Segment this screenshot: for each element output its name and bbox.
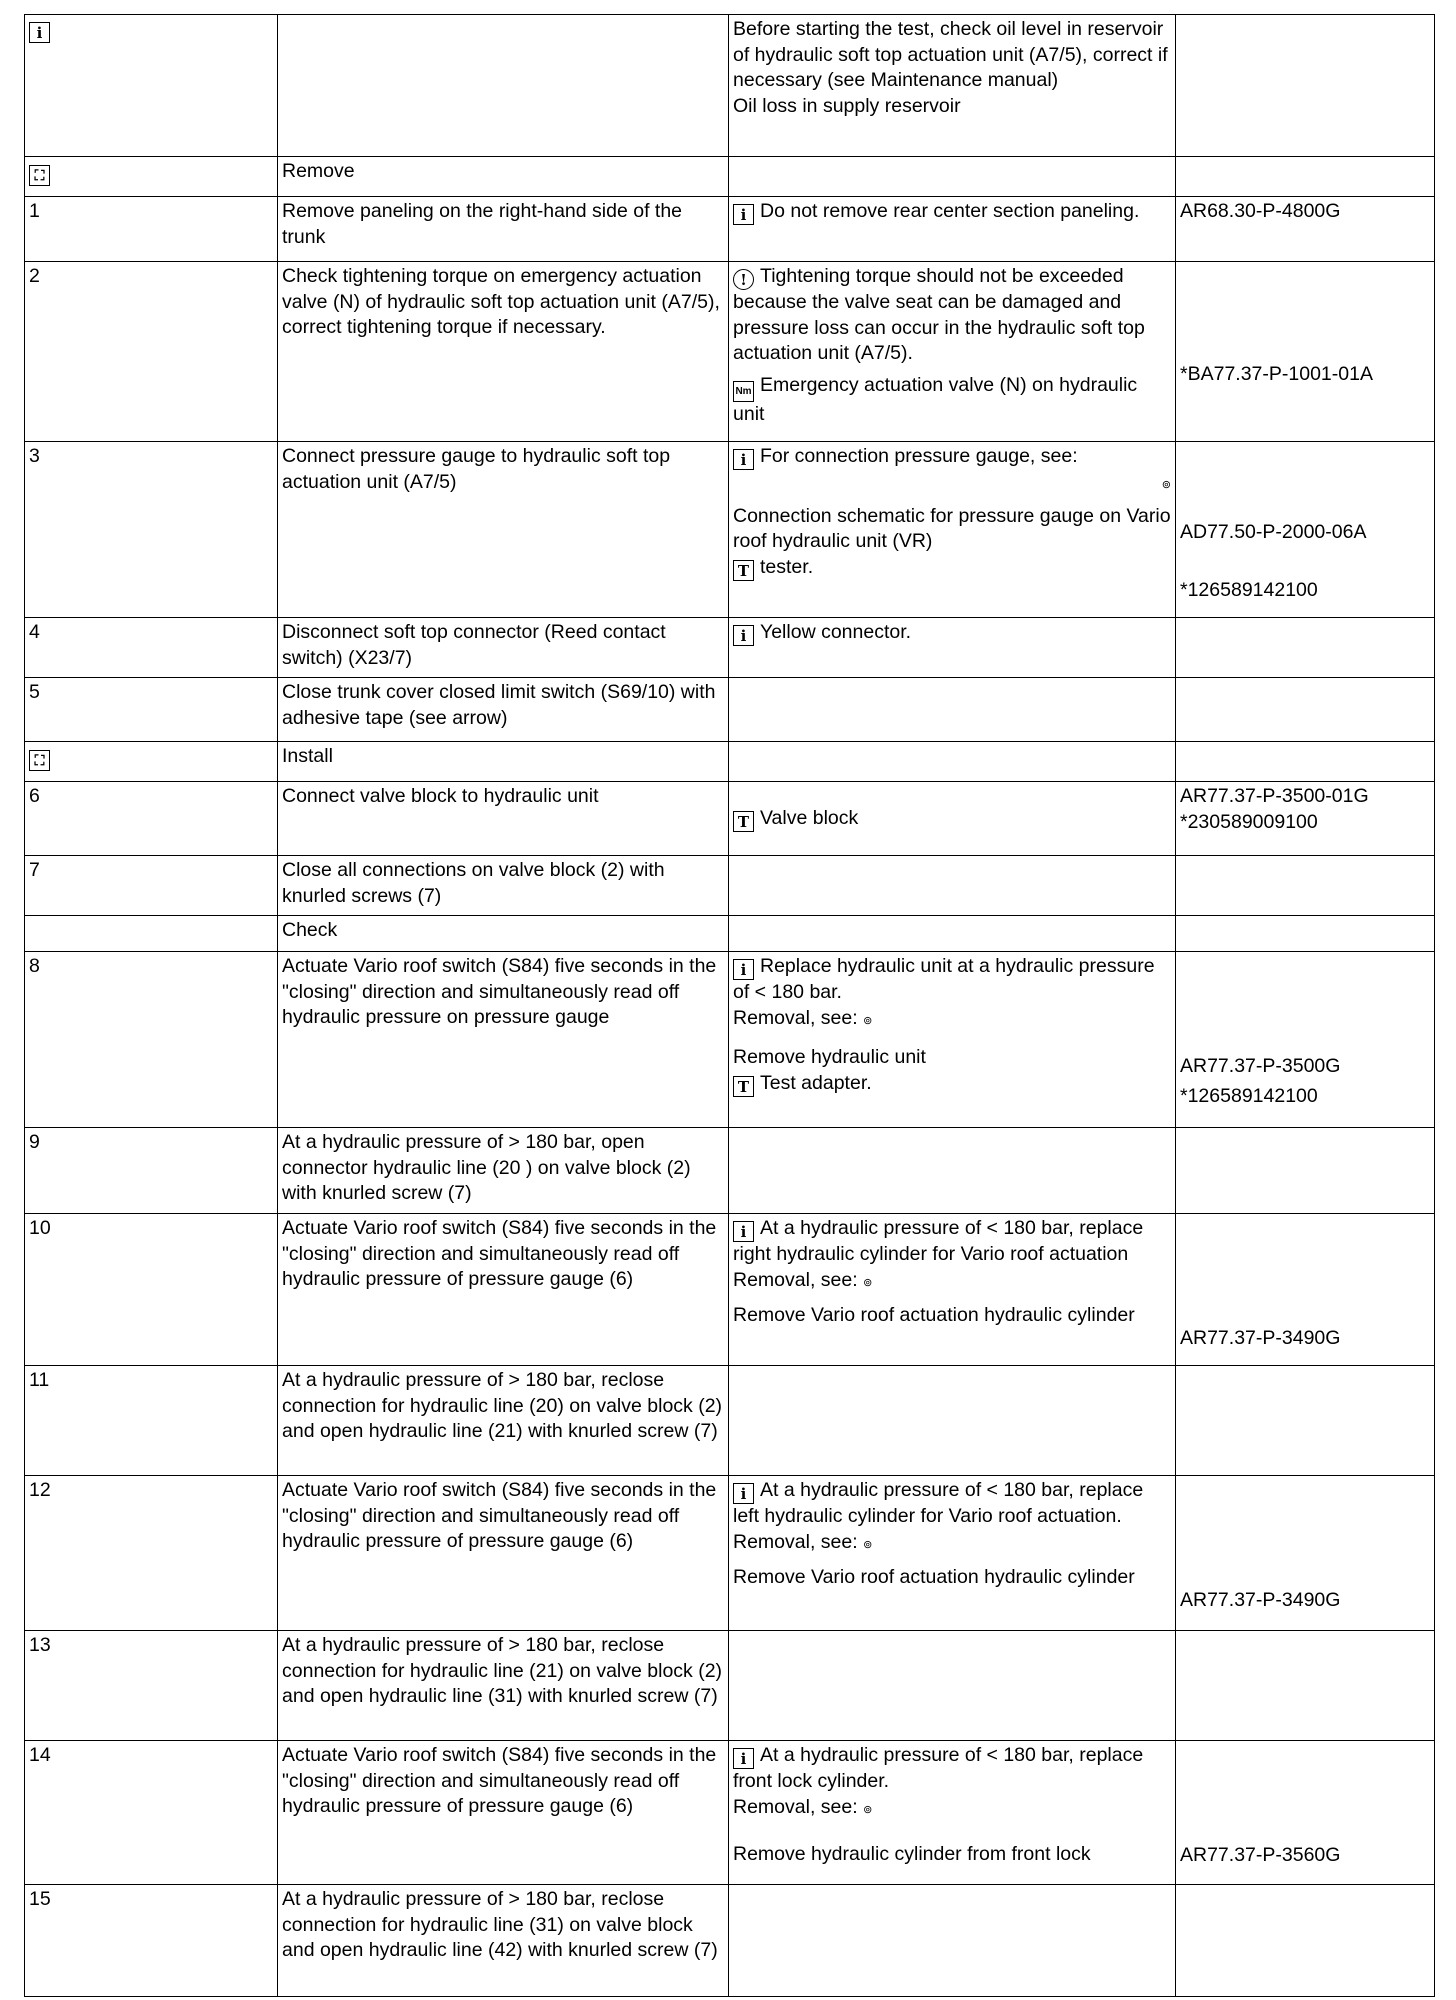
step-text: Actuate Vario roof switch (S84) five seconds in the "closing" direction and simultaneously read off hydraulic pressure of pressure gauge (6) (278, 1741, 729, 1885)
table-row (25, 678, 1435, 742)
info-icon: i (733, 1221, 754, 1242)
note-text: Removal, see: (733, 1006, 858, 1029)
procedure-table (24, 14, 1435, 1997)
step-text: Close all connections on valve block (2) with knurled screws (7) (278, 856, 729, 916)
reference-link[interactable]: AR68.30-P-4800G (1176, 197, 1435, 262)
step-number: 14 (25, 1741, 278, 1885)
link-icon[interactable]: ⊚ (863, 1538, 873, 1551)
note-text: Replace hydraulic unit at a hydraulic pressure of < 180 bar. (733, 955, 1155, 1003)
tool-number: *230589009100 (1180, 810, 1318, 833)
tool-icon: T (733, 1076, 754, 1097)
table-row (25, 618, 1435, 678)
table-row (25, 1476, 1435, 1631)
step-number: 6 (25, 782, 278, 856)
step-text: Disconnect soft top connector (Reed contact switch) (X23/7) (278, 618, 729, 678)
step-number: 7 (25, 856, 278, 916)
note-text: Yellow connector. (760, 621, 912, 643)
note-text: Test adapter. (760, 1072, 872, 1095)
table-row (25, 157, 1435, 197)
note-text: Tightening torque should not be exceeded because the valve seat can be damaged and pressure loss can occur in the hydraulic soft top actuation unit (A7/5). (733, 265, 1145, 365)
link-icon[interactable]: ⊚ (1161, 479, 1171, 491)
note-text: Remove Vario roof actuation hydraulic cylinder (733, 1304, 1135, 1327)
table-row (25, 15, 1435, 157)
note-text: At a hydraulic pressure of < 180 bar, replace left hydraulic cylinder for Vario roof actuation. (733, 1479, 1144, 1527)
info-icon: i (733, 449, 754, 470)
table-row (25, 1885, 1435, 1997)
info-icon: i (733, 1748, 754, 1769)
section-remove: Remove (278, 157, 729, 197)
note-text: Connection schematic for pressure gauge on Vario roof hydraulic unit (VR) (733, 504, 1171, 553)
info-icon: i (733, 959, 754, 980)
note-text: At a hydraulic pressure of < 180 bar, replace front lock cylinder. (733, 1744, 1144, 1792)
note-text: Remove hydraulic cylinder from front lock (733, 1843, 1091, 1866)
reference-link[interactable]: AR77.37-P-3490G (1180, 1327, 1341, 1349)
note-text: Emergency actuation valve (N) on hydraulic unit (733, 374, 1138, 426)
reference-link[interactable]: AR77.37-P-3490G (1180, 1589, 1341, 1611)
reference-link[interactable]: *BA77.37-P-1001-01A (1180, 363, 1373, 385)
remove-icon: ⛶ (29, 165, 50, 186)
step-number: 13 (25, 1631, 278, 1741)
step-text: At a hydraulic pressure of > 180 bar, open connector hydraulic line (20 ) on valve block (2) with knurled screw (7) (278, 1128, 729, 1214)
info-icon: i (733, 204, 754, 225)
step-number: 3 (25, 442, 278, 618)
step-text: Close trunk cover closed limit switch (S69/10) with adhesive tape (see arrow) (278, 678, 729, 742)
tool-number: *126589142100 (1180, 578, 1318, 601)
reference-link[interactable]: AR77.37-P-3560G (1180, 1844, 1341, 1866)
step-number: 4 (25, 618, 278, 678)
note-text: Removal, see: (733, 1530, 858, 1553)
link-icon[interactable]: ⊚ (863, 1276, 873, 1289)
section-install: Install (278, 742, 729, 782)
tool-number: *126589142100 (1180, 1084, 1318, 1107)
table-row (25, 952, 1435, 1128)
torque-icon: Nm (733, 381, 754, 402)
step-text: Actuate Vario roof switch (S84) five seconds in the "closing" direction and simultaneously read off hydraulic pressure on pressure gauge (278, 952, 729, 1128)
note-text: Do not remove rear center section paneling. (760, 200, 1140, 222)
note-text: tester. (760, 556, 814, 579)
table-row (25, 916, 1435, 952)
note-text: Remove Vario roof actuation hydraulic cylinder (733, 1566, 1135, 1589)
step-text: Connect valve block to hydraulic unit (278, 782, 729, 856)
tool-icon: T (733, 811, 754, 832)
step-number: 5 (25, 678, 278, 742)
note-text: At a hydraulic pressure of < 180 bar, replace right hydraulic cylinder for Vario roof actuation (733, 1217, 1144, 1265)
info-icon: i (733, 625, 754, 646)
table-row (25, 1741, 1435, 1885)
note-text: Oil loss in supply reservoir (733, 95, 961, 118)
step-text: Remove paneling on the right-hand side of the trunk (278, 197, 729, 262)
step-number: 1 (25, 197, 278, 262)
step-text: Actuate Vario roof switch (S84) five seconds in the "closing" direction and simultaneously read off hydraulic pressure of pressure gauge (6) (278, 1214, 729, 1366)
step-number: 15 (25, 1885, 278, 1997)
link-icon[interactable]: ⊚ (863, 1803, 873, 1816)
table-row (25, 742, 1435, 782)
table-row (25, 442, 1435, 618)
info-icon: i (733, 1483, 754, 1504)
step-number: 11 (25, 1366, 278, 1476)
note-text: Before starting the test, check oil level in reservoir of hydraulic soft top actuation unit (A7/5), correct if necessary (see Maintenance manual) (733, 18, 1168, 92)
table-row (25, 1631, 1435, 1741)
step-text: At a hydraulic pressure of > 180 bar, reclose connection for hydraulic line (31) on valve block and open hydraulic line (42) with knurled screw (7) (278, 1885, 729, 1997)
reference-link[interactable]: AD77.50-P-2000-06A (1180, 521, 1367, 543)
reference-link[interactable]: AR77.37-P-3500-01G (1180, 785, 1369, 807)
table-row (25, 1366, 1435, 1476)
note-text: Valve block (760, 807, 859, 829)
step-text: At a hydraulic pressure of > 180 bar, reclose connection for hydraulic line (20) on valve block (2) and open hydraulic line (21) with knurled screw (7) (278, 1366, 729, 1476)
step-number: 10 (25, 1214, 278, 1366)
caution-icon: ! (733, 269, 754, 290)
note-text: Removal, see: (733, 1795, 858, 1818)
step-text: Actuate Vario roof switch (S84) five seconds in the "closing" direction and simultaneously read off hydraulic pressure of pressure gauge (6) (278, 1476, 729, 1631)
note-text: Remove hydraulic unit (733, 1046, 926, 1069)
step-text: Connect pressure gauge to hydraulic soft top actuation unit (A7/5) (278, 442, 729, 618)
info-icon: i (29, 22, 50, 43)
note-text: For connection pressure gauge, see: (760, 445, 1078, 467)
tool-icon: T (733, 560, 754, 581)
table-row (25, 262, 1435, 442)
link-icon[interactable]: ⊚ (863, 1014, 873, 1027)
install-icon: ⛶ (29, 750, 50, 771)
step-number: 2 (25, 262, 278, 442)
step-number: 8 (25, 952, 278, 1128)
step-text: Check tightening torque on emergency actuation valve (N) of hydraulic soft top actuation unit (A7/5), correct tightening torque if necessary. (278, 262, 729, 442)
note-text: Removal, see: (733, 1268, 858, 1291)
table-row (25, 1214, 1435, 1366)
table-row (25, 856, 1435, 916)
table-row (25, 1128, 1435, 1214)
table-row (25, 197, 1435, 262)
step-number: 12 (25, 1476, 278, 1631)
reference-link[interactable]: AR77.37-P-3500G (1180, 1055, 1341, 1077)
step-number: 9 (25, 1128, 278, 1214)
table-row (25, 782, 1435, 856)
section-check: Check (278, 916, 729, 952)
step-text: At a hydraulic pressure of > 180 bar, reclose connection for hydraulic line (21) on valve block (2) and open hydraulic line (31) with knurled screw (7) (278, 1631, 729, 1741)
